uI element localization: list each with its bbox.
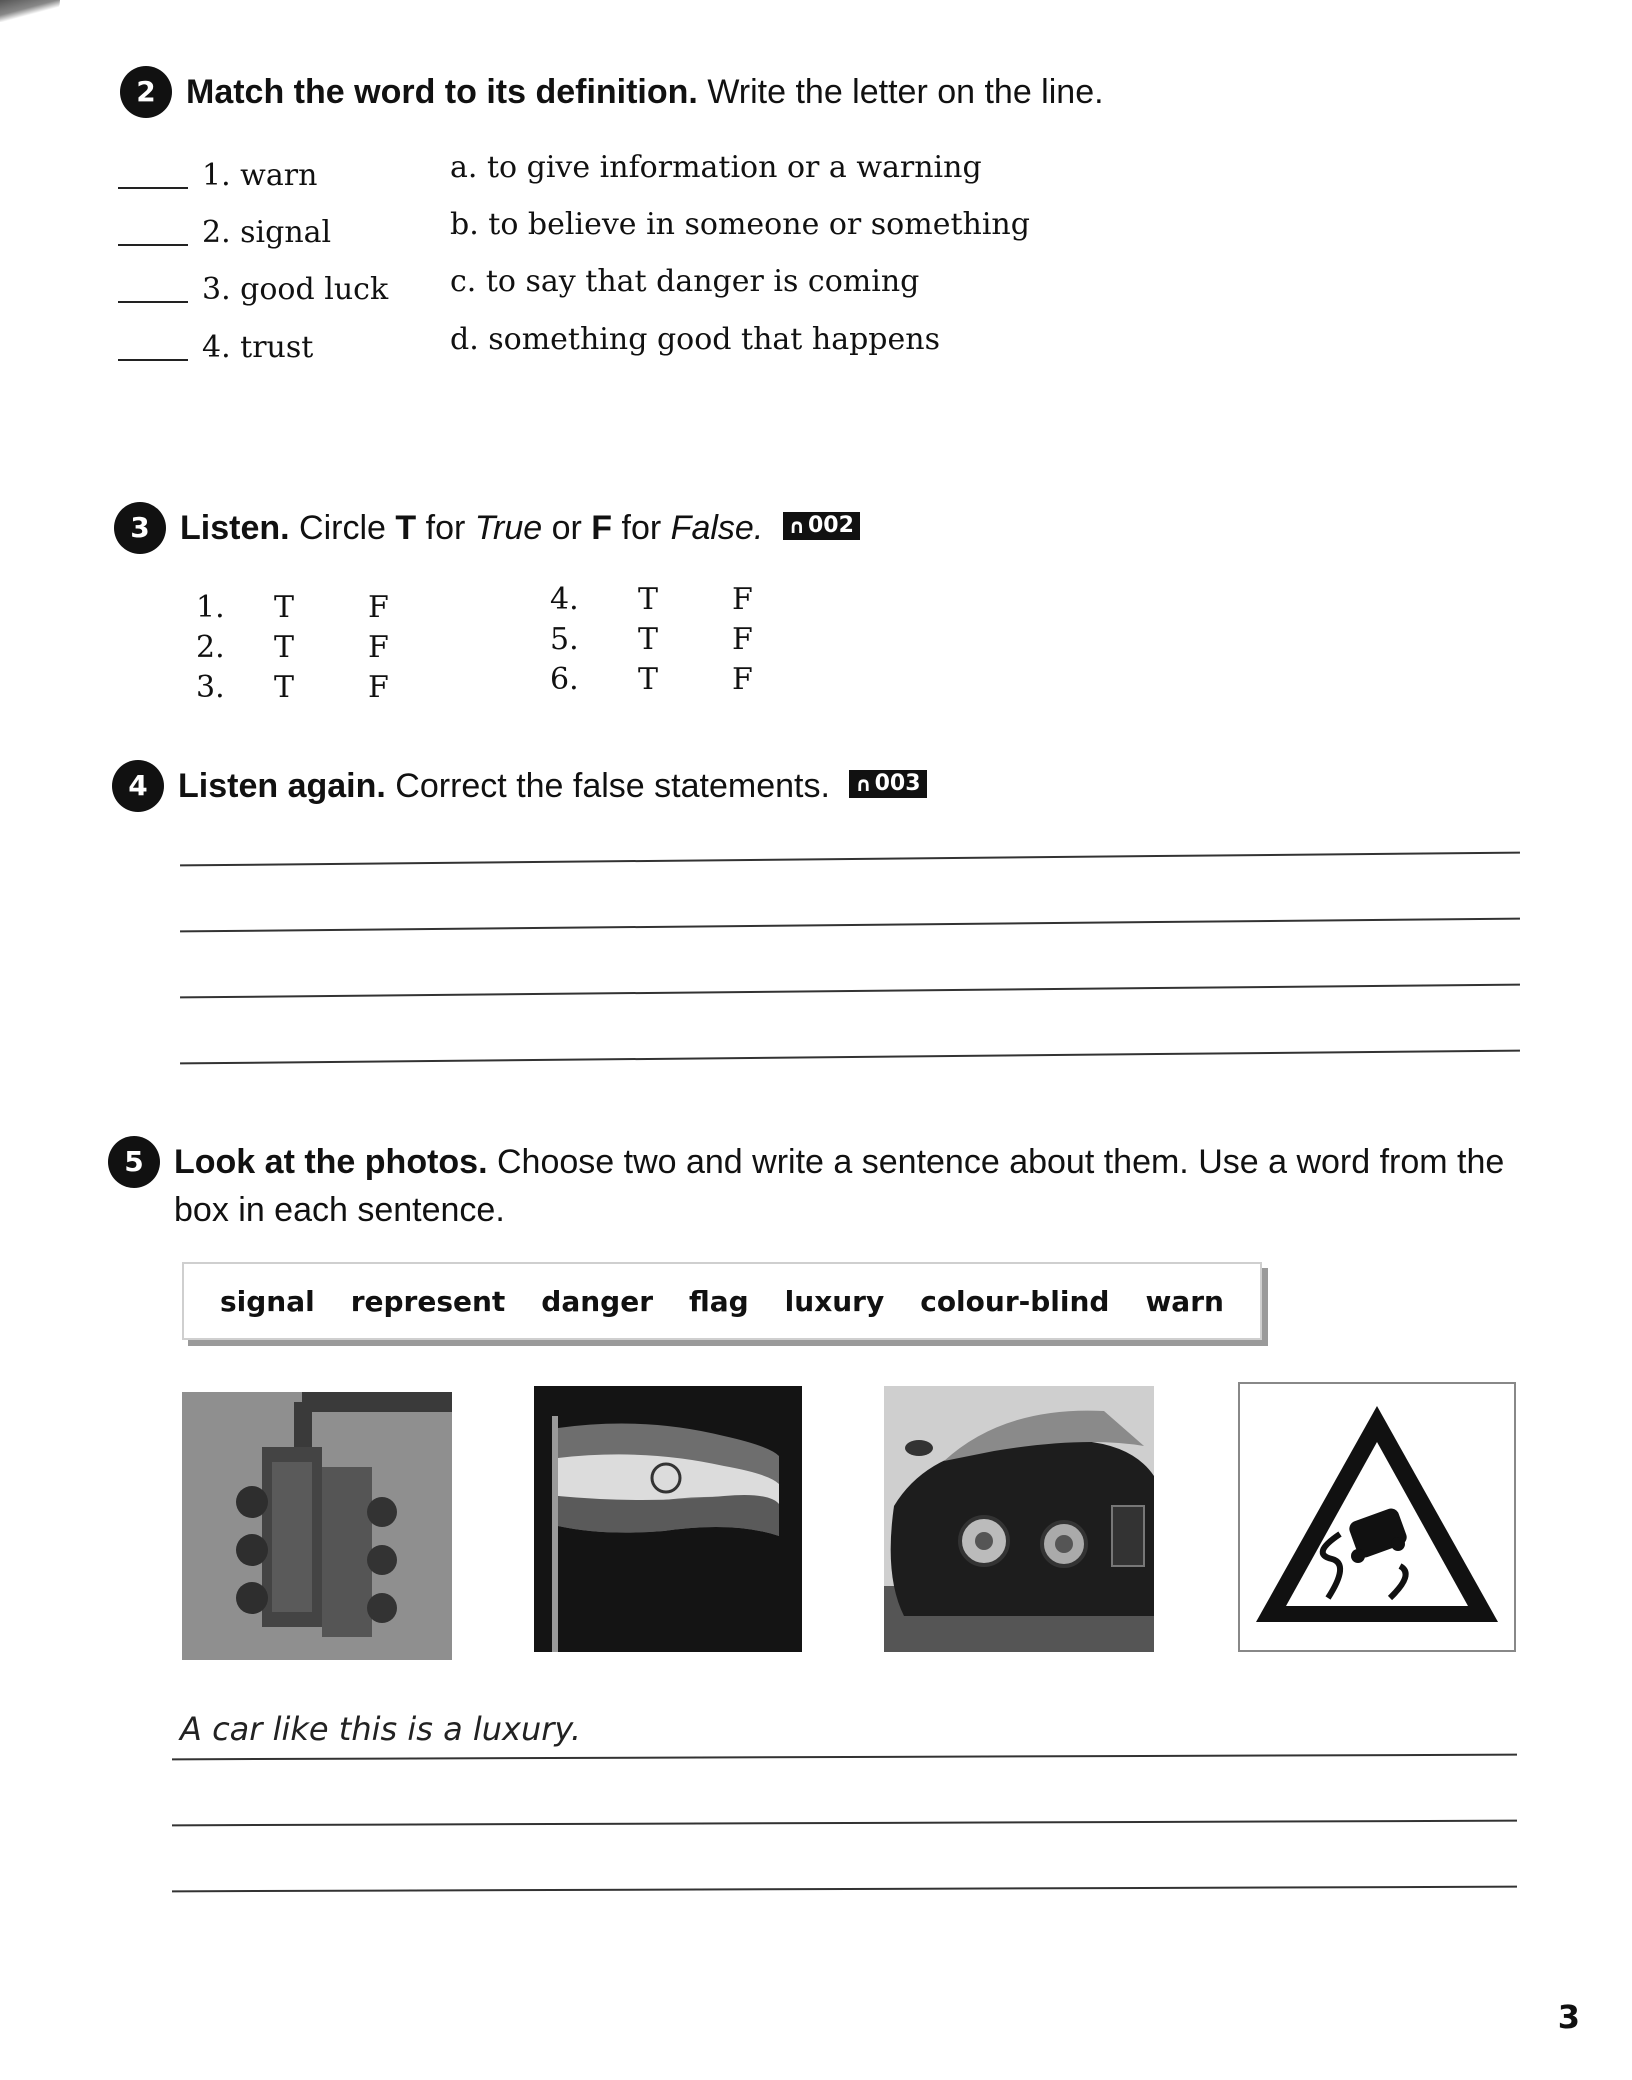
- true-option[interactable]: T: [638, 622, 659, 657]
- car-photo: [884, 1386, 1154, 1652]
- true-option[interactable]: T: [274, 590, 295, 625]
- answer-line-4[interactable]: [180, 1050, 1520, 1065]
- sentence-line-1[interactable]: [172, 1754, 1517, 1761]
- word-box-item: flag: [688, 1284, 749, 1318]
- answer-blank-3[interactable]: [118, 301, 188, 303]
- slippery-road-sign-icon: [1240, 1384, 1514, 1650]
- answer-blank-1[interactable]: [118, 187, 188, 189]
- exercise-number: 5: [108, 1136, 160, 1188]
- word-box-item: warn: [1145, 1284, 1224, 1318]
- false-option[interactable]: F: [732, 582, 753, 617]
- car-icon: [884, 1386, 1154, 1652]
- false-option[interactable]: F: [732, 622, 753, 657]
- flag-photo: [534, 1386, 802, 1652]
- exercise-2-heading: [120, 68, 1104, 118]
- example-answer: A car like this is a luxury.: [180, 1710, 582, 1748]
- false-option[interactable]: F: [732, 662, 753, 697]
- headphones-icon: ∩: [788, 514, 805, 538]
- true-option[interactable]: T: [274, 630, 295, 665]
- exercise-3-heading: 3 Listen. Circle T for True or F for False. ∩ 002: [114, 504, 860, 554]
- exercise-number: 2: [120, 66, 172, 118]
- exercise-number: 3: [114, 502, 166, 554]
- definition-d: d. something good that happens: [450, 322, 940, 357]
- match-word-1: 1. warn: [118, 158, 317, 193]
- true-option[interactable]: T: [274, 670, 295, 705]
- true-option[interactable]: T: [638, 582, 659, 617]
- answer-line-1[interactable]: [180, 852, 1520, 867]
- answer-blank-2[interactable]: [118, 244, 188, 246]
- flag-icon: [534, 1386, 802, 1652]
- answer-blank-4[interactable]: [118, 359, 188, 361]
- audio-track-badge[interactable]: ∩ 002: [783, 512, 860, 540]
- match-word-3: 3. good luck: [118, 272, 388, 307]
- answer-line-3[interactable]: [180, 984, 1520, 999]
- word-box-item: signal: [220, 1284, 315, 1318]
- traffic-light-photo: [182, 1392, 452, 1660]
- true-option[interactable]: T: [638, 662, 659, 697]
- exercise-number: 4: [112, 760, 164, 812]
- audio-track-badge[interactable]: ∩ 003: [849, 770, 926, 798]
- word-box-item: danger: [541, 1284, 654, 1318]
- exercise-4-heading: 4 Listen again. Correct the false statements. ∩ 003: [112, 762, 927, 812]
- definition-a: a. to give information or a warning: [450, 150, 982, 185]
- worksheet-page: 2 Match the word to its definition. Write the letter on the line. 1. warn 2. signal 3. good luck 4. trust a. to give information or a warning b. to believe in someone or something c. to say that danger is coming d. something good that happens 3 Listen. Circle T for True or F for False. ∩ 002 1. T F 2. T F 3. T F 4. T F 5. T F 6. T F 4 Listen again. Correct the false statements. ∩ 003 5 Look at the photos. Choose two and write a sentence about them. Use a word from the box in each sentence. signal represent danger flag luxury colour-blind warn A car like this is a luxury. 3: [0, 0, 1632, 2080]
- exercise-instruction: Write the letter on the line.: [707, 73, 1104, 111]
- headphones-icon: ∩: [855, 772, 872, 796]
- sentence-line-3[interactable]: [172, 1886, 1517, 1893]
- traffic-light-icon: [182, 1392, 452, 1660]
- false-option[interactable]: F: [368, 630, 389, 665]
- word-box-item: represent: [350, 1284, 506, 1318]
- warning-sign-photo: [1238, 1382, 1516, 1652]
- definition-b: b. to believe in someone or something: [450, 207, 1030, 242]
- match-word-2: 2. signal: [118, 215, 331, 250]
- sentence-line-2[interactable]: [172, 1820, 1517, 1827]
- word-box-item: colour-blind: [920, 1284, 1110, 1318]
- false-option[interactable]: F: [368, 590, 389, 625]
- word-box: [182, 1262, 1262, 1340]
- word-box-item: luxury: [784, 1284, 885, 1318]
- match-word-4: 4. trust: [118, 330, 313, 365]
- definition-c: c. to say that danger is coming: [450, 264, 920, 299]
- exercise-title-bold: Match the word to its definition.: [186, 73, 698, 111]
- false-option[interactable]: F: [368, 670, 389, 705]
- exercise-5-heading: 5 Look at the photos. Choose two and write a sentence about them. Use a word from the box in each sentence.: [108, 1138, 1508, 1234]
- page-number: 3: [1557, 1998, 1580, 2036]
- answer-line-2[interactable]: [180, 918, 1520, 933]
- page-corner-mark: [0, 0, 60, 22]
